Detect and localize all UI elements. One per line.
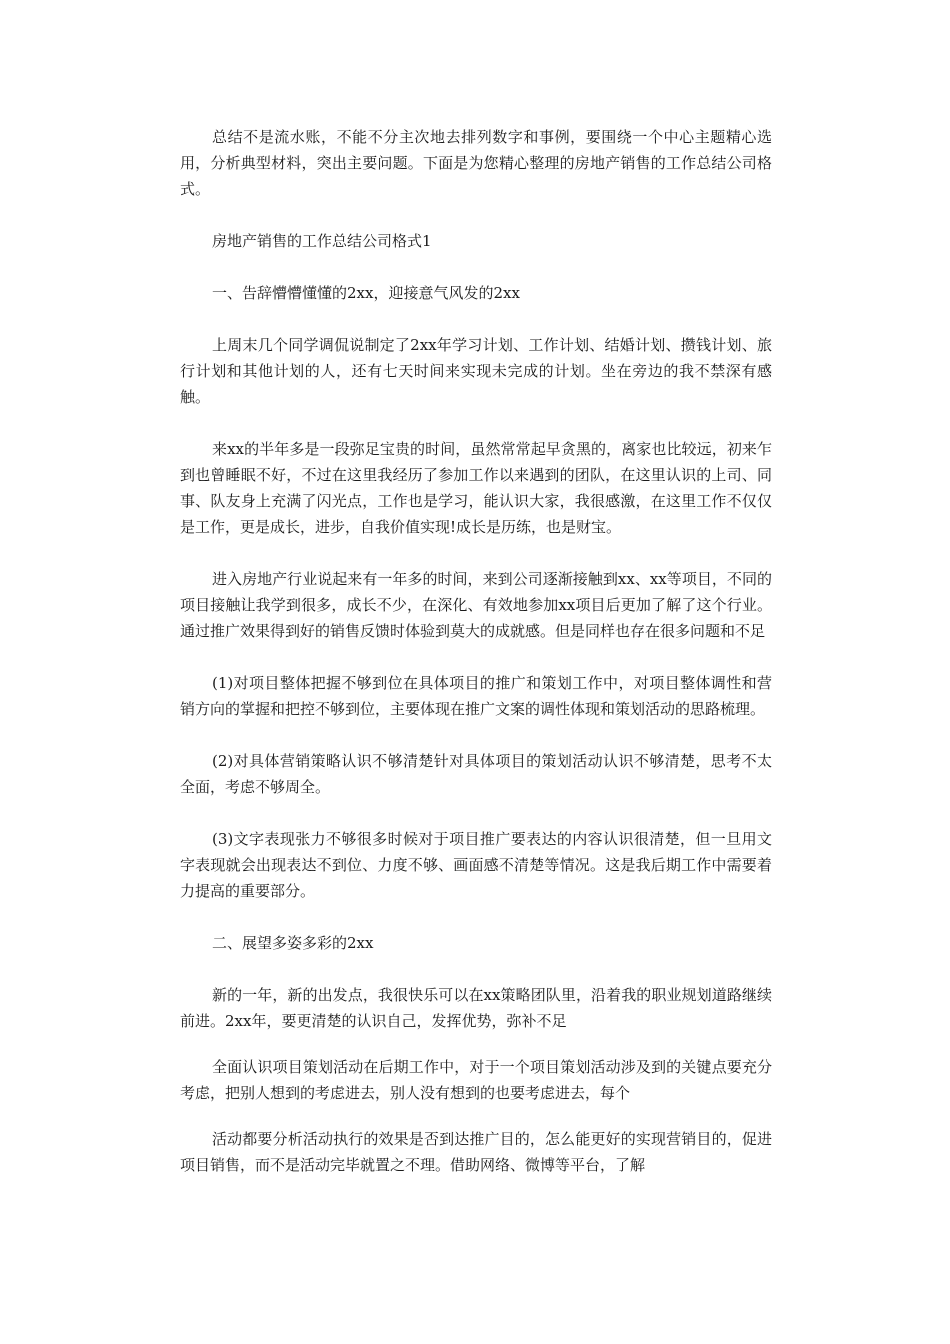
intro-paragraph: 总结不是流水账，不能不分主次地去排列数字和事例，要围绕一个中心主题精心选用，分析典型材料，突出主要问题。下面是为您精心整理的房地产销售的工作总结公司格式。 — [180, 128, 772, 198]
list-item-3: (3)文字表现张力不够很多时候对于项目推广要表达的内容认识很清楚，但一旦用文字表现就会出现表达不到位、力度不够、画面感不清楚等情况。这是我后期工作中需要着力提高的重要部分。 — [180, 830, 772, 900]
document-body — [180, 124, 772, 1204]
body-paragraph: 来xx的半年多是一段弥足宝贵的时间，虽然常常起早贪黑的，离家也比较远，初来乍到也曾睡眠不好，不过在这里我经历了参加工作以来遇到的团队，在这里认识的上司、同事、队友身上充满了闪光点，工作也是学习，能认识大家，我很感激，在这里工作不仅仅是工作，更是成长，进步，自我价值实现!成长是历练，也是财宝。 — [180, 440, 772, 536]
section-heading-1: 一、告辞懵懵懂懂的2xx，迎接意气风发的2xx — [212, 284, 520, 302]
body-paragraph: 新的一年，新的出发点，我很快乐可以在xx策略团队里，沿着我的职业规划道路继续前进。2xx年，要更清楚的认识自己，发挥优势，弥补不足 — [180, 986, 772, 1030]
body-paragraph: 上周末几个同学调侃说制定了2xx年学习计划、工作计划、结婚计划、攒钱计划、旅行计划和其他计划的人，还有七天时间来实现未完成的计划。坐在旁边的我不禁深有感触。 — [180, 336, 772, 406]
body-paragraph: 活动都要分析活动执行的效果是否到达推广目的，怎么能更好的实现营销目的，促进项目销售，而不是活动完毕就置之不理。借助网络、微博等平台，了解 — [180, 1130, 772, 1174]
section-heading-2: 二、展望多姿多彩的2xx — [212, 934, 374, 952]
list-item-2: (2)对具体营销策略认识不够清楚针对具体项目的策划活动认识不够清楚，思考不太全面，考虑不够周全。 — [180, 752, 772, 796]
body-paragraph: 全面认识项目策划活动在后期工作中，对于一个项目策划活动涉及到的关键点要充分考虑，把别人想到的考虑进去，别人没有想到的也要考虑进去，每个 — [180, 1058, 772, 1102]
body-paragraph: 进入房地产行业说起来有一年多的时间，来到公司逐渐接触到xx、xx等项目，不同的项目接触让我学到很多，成长不少，在深化、有效地参加xx项目后更加了解了这个行业。通过推广效果得到好的销售反馈时体验到莫大的成就感。但是同样也存在很多问题和不足 — [180, 570, 772, 640]
list-item-1: (1)对项目整体把握不够到位在具体项目的推广和策划工作中，对项目整体调性和营销方向的掌握和把控不够到位，主要体现在推广文案的调性体现和策划活动的思路梳理。 — [180, 674, 772, 718]
document-title: 房地产销售的工作总结公司格式1 — [212, 232, 432, 250]
